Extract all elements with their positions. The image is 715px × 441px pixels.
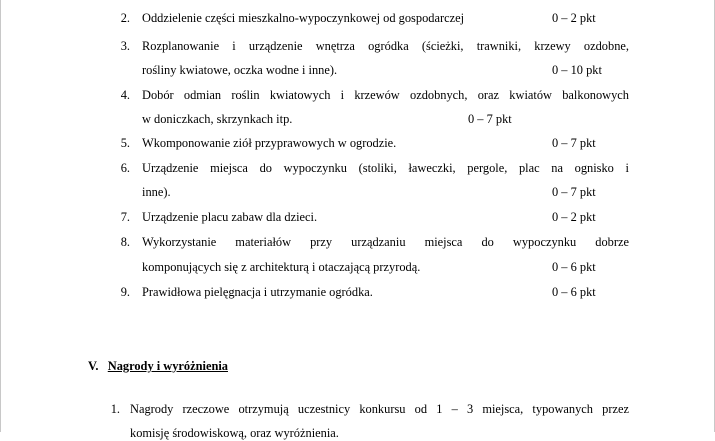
criterion-text: Wkomponowanie ziół przyprawowych w ogrodzie. xyxy=(142,136,397,150)
criterion-points: 0 – 6 pkt xyxy=(552,260,596,274)
criterion-text: Dobór odmian roślin kwiatowych i krzewów ozdobnych, oraz kwiatów balkonowych xyxy=(142,88,629,102)
criterion-text: Urządzenie miejsca do wypoczynku (stoliki, ławeczki, pergole, plac na ognisko i xyxy=(142,161,629,175)
criterion-points: 0 – 7 pkt xyxy=(468,112,512,126)
section-title: Nagrody i wyróżnienia xyxy=(107,359,228,373)
criterion-points: 0 – 7 pkt xyxy=(552,185,596,199)
criterion-text-cont: inne). xyxy=(142,185,171,199)
criterion-number: 9. xyxy=(120,285,130,299)
criterion-number: 3. xyxy=(120,39,130,53)
section-numeral: V. xyxy=(88,359,99,373)
criterion-text: Oddzielenie części mieszkalno-wypoczynkowej od gospodarczej xyxy=(142,11,465,25)
criterion-text: Wykorzystanie materiałów przy urządzaniu miejsca do wypoczynku dobrze xyxy=(142,235,629,249)
criterion-points: 0 – 2 pkt xyxy=(552,11,596,25)
criterion-number: 7. xyxy=(120,210,130,224)
criterion-number: 8. xyxy=(120,235,130,249)
award-number: 1. xyxy=(110,402,120,416)
criterion-points: 0 – 2 pkt xyxy=(552,210,596,224)
criterion-text: Prawidłowa pielęgnacja i utrzymanie ogródka. xyxy=(142,285,373,299)
criterion-number: 2. xyxy=(120,11,130,25)
criterion-text-cont: komponujących się z architekturą i otaczającą przyrodą. xyxy=(142,260,421,274)
criterion-text-cont: w doniczkach, skrzynkach itp. xyxy=(142,112,293,126)
criterion-text-cont: rośliny kwiatowe, oczka wodne i inne). xyxy=(142,63,338,77)
criterion-text: Rozplanowanie i urządzenie wnętrza ogródka (ścieżki, trawniki, krzewy ozdobne, xyxy=(142,39,629,53)
award-text-cont: komisję środowiskową, oraz wyróżnienia. xyxy=(130,426,339,440)
criterion-number: 5. xyxy=(120,136,130,150)
section-heading xyxy=(88,358,228,374)
award-text: Nagrody rzeczowe otrzymują uczestnicy konkursu od 1 – 3 miejsca, typowanych przez xyxy=(130,402,629,416)
criterion-number: 4. xyxy=(120,88,130,102)
cutoff-line xyxy=(140,0,630,5)
criterion-text: Urządzenie placu zabaw dla dzieci. xyxy=(142,210,318,224)
page-border-left xyxy=(0,0,1,432)
criterion-points: 0 – 6 pkt xyxy=(552,285,596,299)
criterion-points: 0 – 7 pkt xyxy=(552,136,596,150)
criterion-points: 0 – 10 pkt xyxy=(552,63,602,77)
criterion-number: 6. xyxy=(120,161,130,175)
